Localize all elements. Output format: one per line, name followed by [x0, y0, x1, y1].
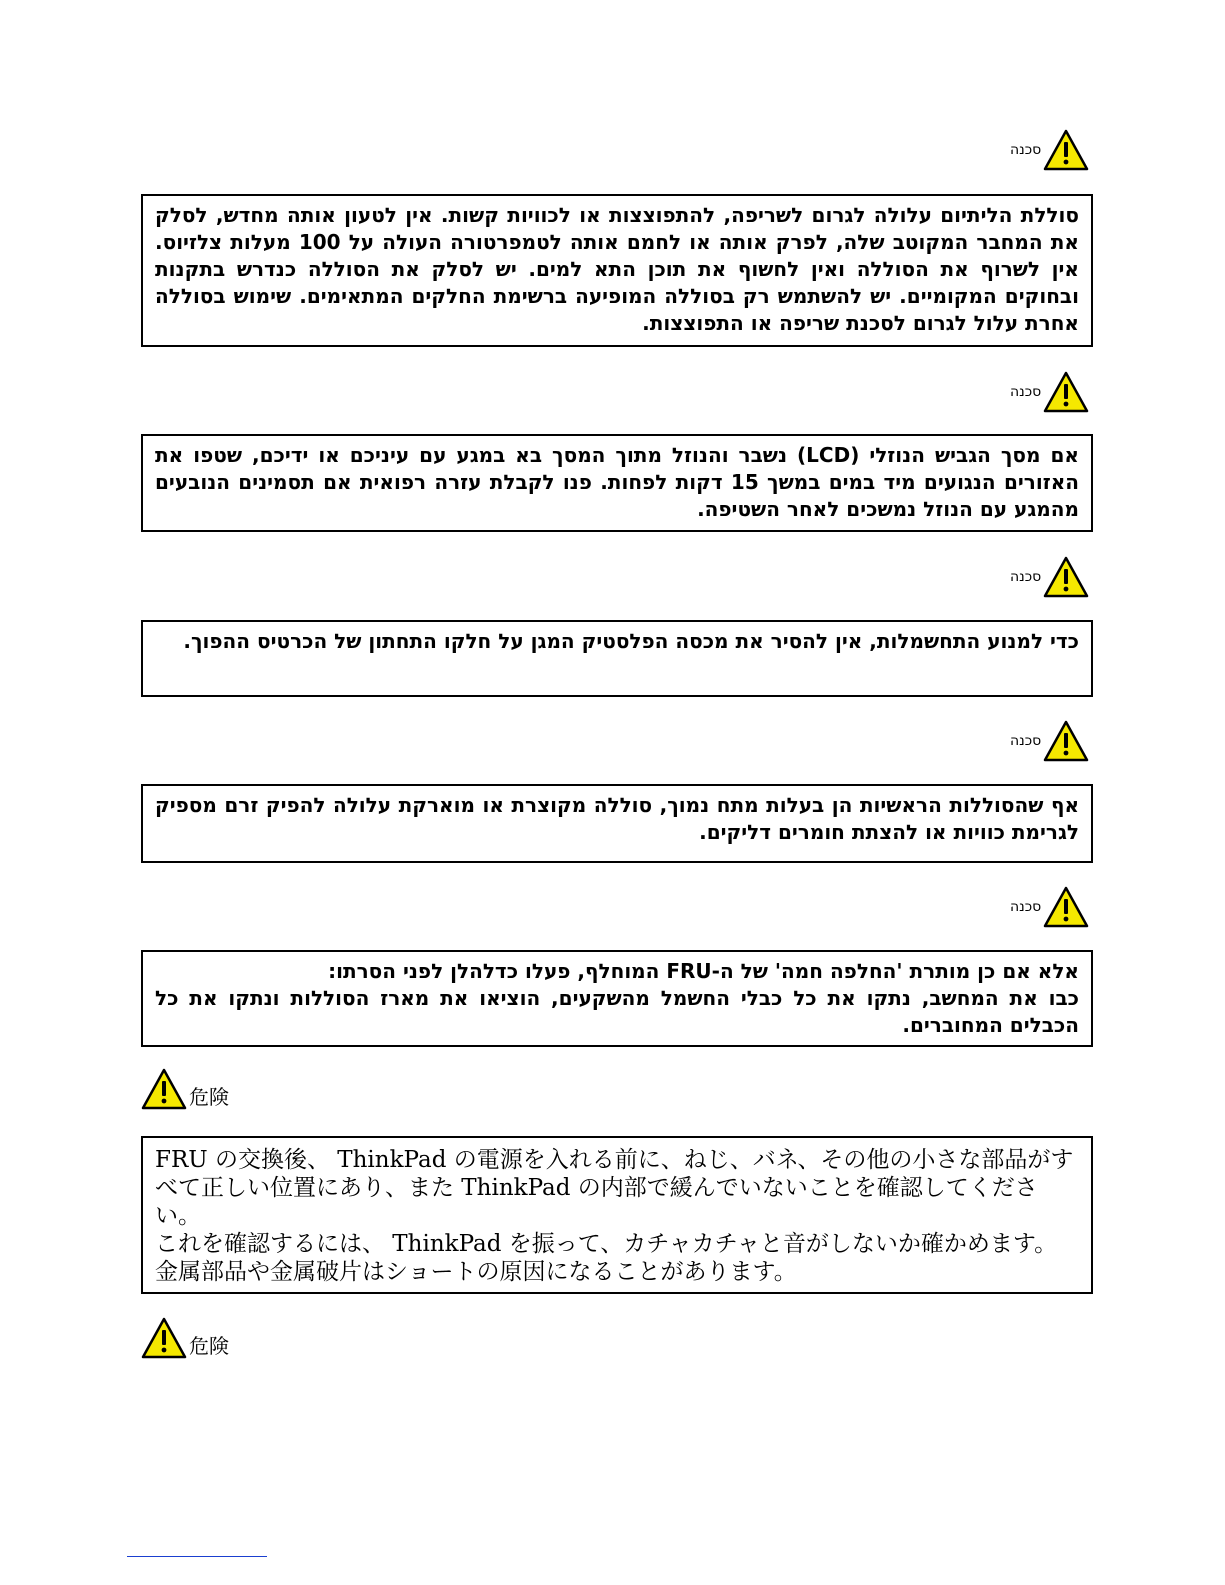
notice-text-line-1: אלא אם כן מותרת 'החלפה חמה' של ה-FRU המוחלף, פעלו כדלהלן לפני הסרתו:: [328, 959, 1079, 983]
warning-triangle-icon: [1043, 720, 1089, 762]
danger-label-7: [141, 1317, 229, 1359]
warning-triangle-icon: [1043, 886, 1089, 928]
warning-triangle-icon: [1043, 556, 1089, 598]
notice-text: אם מסך הגביש הנוזלי (LCD) נשבר והנוזל מתוך המסך בא במגע עם עיניכם או ידיכם, שטפו את האזורים הנגועים מיד במים במשך 15 דקות לפחות. פנו לקבלת עזרה רפואית אם תסמינים הנובעים מהמגע עם הנוזל נמשכים לאחר השטיפה.: [155, 443, 1079, 521]
notice-box-5: [141, 950, 1093, 1047]
notice-box-6: [141, 1136, 1093, 1294]
danger-word: סכנה: [1010, 899, 1042, 915]
notice-text-line-2: כבו את המחשב, נתקו את כל כבלי החשמל מהשקעים, הוציאו את מארז הסוללות ונתקו את כל הכבלים המחוברים.: [155, 986, 1079, 1037]
warning-triangle-icon: [1043, 129, 1089, 171]
notice-box-2: [141, 434, 1093, 532]
notice-text-para-2: これを確認するには、 ThinkPad を振って、カチャカチャと音がしないか確かめます。金属部品や金属破片はショートの原因になることがあります。: [155, 1231, 1058, 1285]
danger-label-5: [1010, 886, 1089, 928]
danger-label-1: [1010, 129, 1089, 171]
notice-text: כדי למנוע התחשמלות, אין להסיר את מכסה הפלסטיק המגן על חלקו התחתון של הכרטיס ההפוך.: [183, 629, 1079, 653]
notice-box-4: [141, 784, 1093, 863]
danger-word: סכנה: [1010, 733, 1042, 749]
danger-word: סכנה: [1010, 569, 1042, 585]
danger-label-2: [1010, 371, 1089, 413]
notice-text-para-1: FRU の交換後、 ThinkPad の電源を入れる前に、ねじ、バネ、その他の小さな部品がすべて正しい位置にあり、また ThinkPad の内部で緩んでいないことを確認してください。: [155, 1147, 1074, 1229]
footer-rule: [127, 1556, 267, 1557]
danger-word: 危険: [189, 1085, 229, 1109]
warning-triangle-icon: [141, 1068, 187, 1110]
danger-word: 危険: [189, 1334, 229, 1358]
notice-text: סוללת הליתיום עלולה לגרום לשריפה, להתפוצצות או לכוויות קשות. אין לטעון אותה מחדש, לסלק את המחבר המקוטב שלה, לפרק אותה או לחמם אותה לטמפרטורה העולה על 100 מעלות צלזיוס. אין לשרוף את הסוללה ואין לחשוף את תוכן התא למים. יש לסלק את הסוללה כנדרש בתקנות ובחוקים המקומיים. יש להשתמש רק בסוללה המופיעה ברשימת החלקים המתאימים. שימוש בסוללה אחרת עלול לגרום לסכנת שריפה או התפוצצות.: [155, 203, 1079, 335]
notice-box-1: [141, 194, 1093, 347]
danger-label-4: [1010, 720, 1089, 762]
notice-text: אף שהסוללות הראשיות הן בעלות מתח נמוך, סוללה מקוצרת או מוארקת עלולה להפיק זרם מספיק לגרימת כוויות או להצתת חומרים דליקים.: [155, 793, 1079, 844]
warning-triangle-icon: [1043, 371, 1089, 413]
notice-box-3: [141, 620, 1093, 697]
danger-label-3: [1010, 556, 1089, 598]
danger-word: סכנה: [1010, 142, 1042, 158]
warning-triangle-icon: [141, 1317, 187, 1359]
danger-word: סכנה: [1010, 384, 1042, 400]
danger-label-6: [141, 1068, 229, 1110]
